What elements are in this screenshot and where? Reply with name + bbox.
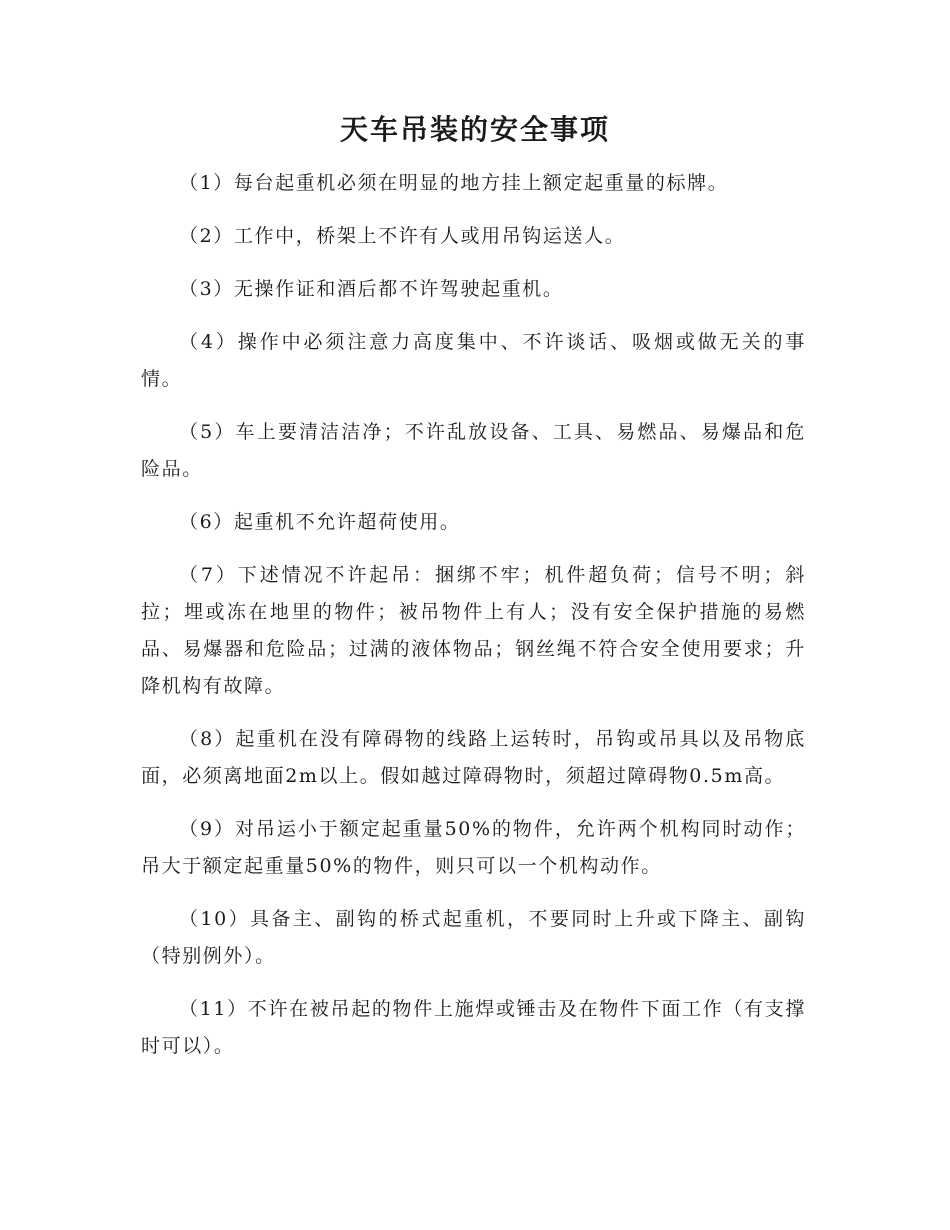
- safety-item-11: （11）不许在被吊起的物件上施焊或锤击及在物件下面工作（有支撑时可以）。: [141, 998, 806, 1057]
- safety-item-10: （10）具备主、副钩的桥式起重机，不要同时上升或下降主、副钩（特别例外）。: [141, 908, 806, 967]
- safety-item-8: （8）起重机在没有障碍物的线路上运转时，吊钩或吊具以及吊物底面，必须离地面2m以上。假如越过障碍物时，须超过障碍物0.5m高。: [141, 728, 806, 787]
- safety-item-3: （3）无操作证和酒后都不许驾驶起重机。: [179, 278, 564, 300]
- safety-item-4: （4）操作中必须注意力高度集中、不许谈话、吸烟或做无关的事情。: [141, 331, 806, 390]
- document-body: [141, 165, 806, 1081]
- safety-item-2: （2）工作中，桥架上不许有人或用吊钩运送人。: [179, 225, 626, 247]
- safety-item-5: （5）车上要清洁洁净；不许乱放设备、工具、易燃品、易爆品和危险品。: [141, 421, 806, 480]
- safety-item-1: （1）每台起重机必须在明显的地方挂上额定起重量的标牌。: [179, 172, 729, 194]
- safety-item-7: （7）下述情况不许起吊：捆绑不牢；机件超负荷；信号不明；斜拉；埋或冻在地里的物件；被吊物件上有人；没有安全保护措施的易燃品、易爆器和危险品；过满的液体物品；钢丝绳不符合安全使用要求；升降机构有故障。: [141, 564, 806, 697]
- safety-item-6: （6）起重机不允许超荷使用。: [179, 511, 461, 533]
- document-title: 天车吊装的安全事项: [339, 113, 610, 146]
- safety-item-9: （9）对吊运小于额定起重量50%的物件，允许两个机构同时动作；吊大于额定起重量50%的物件，则只可以一个机构动作。: [141, 818, 806, 877]
